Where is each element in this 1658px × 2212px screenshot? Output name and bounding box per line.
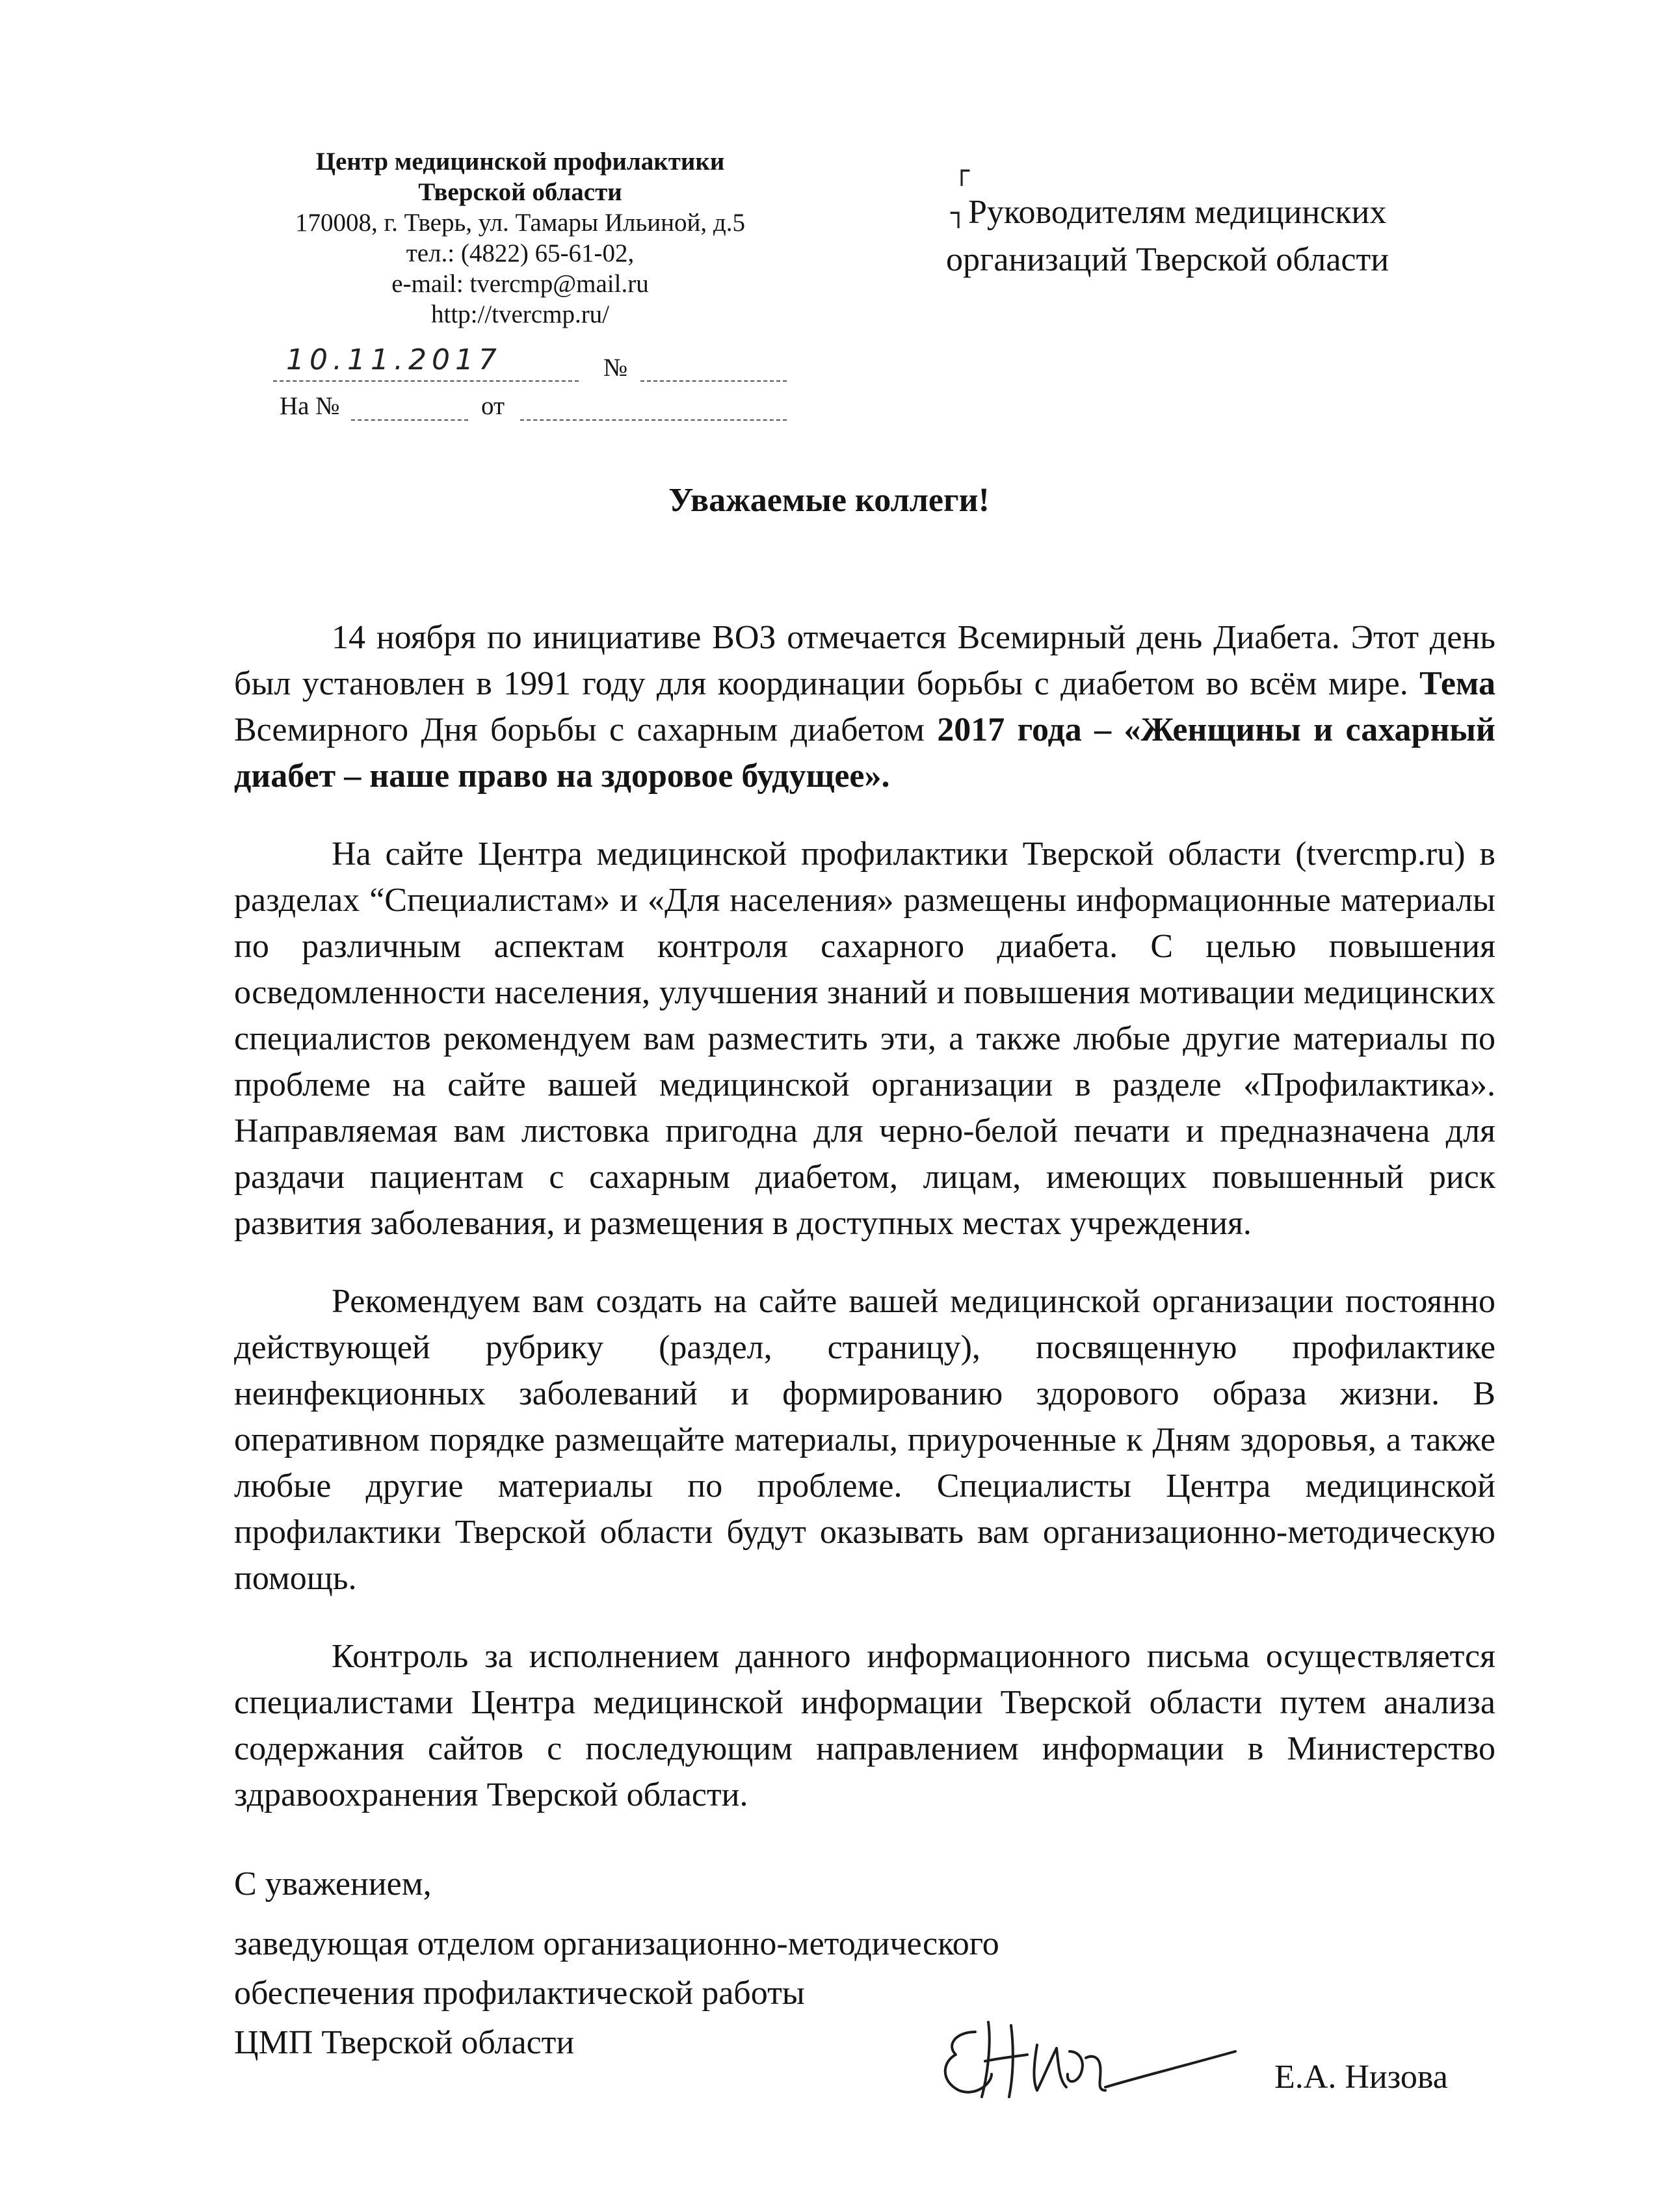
signer-name: Е.А. Низова — [1274, 2059, 1448, 2096]
paragraph-2: На сайте Центра медицинской профилактики Тверской области (tvercmp.ru) в разделах “Специалистам» и «Для населения» размещены информационные материалы по различным аспектам контроля сахарного диабета. С целью повышения осведомленности населения, улучшения знаний и повышения мотивации медицинских специалистов рекомендуем вам разместить эти, а также любые другие материалы по проблеме на сайте вашей медицинской организации в разделе «Профилактика». Направляемая вам листовка пригодна для черно-белой печати и предназначена для раздачи пациентам с сахарным диабетом, лицам, имеющих повышенный риск развития заболевания, и размещения в доступных местах учреждения. — [234, 836, 1495, 1242]
paragraph-3: Рекомендуем вам создать на сайте вашей медицинской организации постоянно действующей рубрику (раздел, страницу), посвященную профилактике неинфекционных заболеваний и формированию здорового образа жизни. В оперативном порядке размещайте материалы, приуроченные к Дням здоровья, а также любые другие материалы по проблеме. Специалисты Центра медицинской профилактики Тверской области будут оказывать вам организационно-методическую помощь. — [234, 1283, 1495, 1597]
number-underline — [640, 380, 787, 382]
letter-body — [234, 614, 1495, 1818]
addressee-line2: организаций Тверской области — [946, 241, 1389, 278]
number-label: № — [603, 354, 628, 382]
paragraph-1-text-a: 14 ноября по инициативе ВОЗ отмечается Всемирный день Диабета. Этот день был установлен в 1991 году для координации борьбы с диабетом во всём мире. — [234, 619, 1495, 702]
sender-email: e-mail: tvercmp@mail.ru — [391, 270, 649, 298]
reference-from-underline — [520, 419, 787, 421]
handwritten-signature — [930, 2006, 1268, 2120]
closing-position-line1: заведующая отделом организационно-методического — [234, 1925, 999, 1962]
corner-mark-top: ┌ — [954, 156, 970, 186]
sender-phone: тел.: (4822) 65-61-02, — [406, 239, 635, 267]
handwritten-date: 10.11.2017 — [286, 343, 502, 376]
paragraph-1-theme-title: 2017 года – «Женщины и сахарный диабет – наше право на здоровое будущее». — [234, 711, 1495, 795]
addressee-line1: Руководителям медицинских — [968, 194, 1387, 231]
sender-org-line1: Центр медицинской профилактики — [315, 148, 725, 176]
reference-from-label: от — [481, 392, 505, 420]
paragraph-1-theme-word: Тема — [1419, 665, 1495, 702]
sender-org-line2: Тверской области — [418, 178, 622, 206]
closing-regards: С уважением, — [234, 1865, 432, 1903]
sender-website: http://tvercmp.ru/ — [430, 300, 610, 328]
corner-mark-bottom: ┐ — [951, 198, 967, 228]
closing-position-line3: ЦМП Тверской области — [234, 2024, 575, 2061]
closing-position-line2: обеспечения профилактической работы — [234, 1975, 805, 2012]
reference-underline — [351, 419, 468, 421]
paragraph-1-text-c: Всемирного Дня борьбы с сахарным диабетом — [234, 711, 938, 748]
salutation: Уважаемые коллеги! — [668, 482, 990, 519]
date-underline — [273, 380, 579, 382]
paragraph-4: Контроль за исполнением данного информационного письма осуществляется специалистами Центра медицинской информации Тверской области путем анализа содержания сайтов с последующим направлением информации в Министерство здравоохранения Тверской области. — [234, 1638, 1495, 1813]
sender-address: 170008, г. Тверь, ул. Тамары Ильиной, д.5 — [295, 209, 745, 237]
sender-block — [247, 146, 793, 330]
reference-label: На № — [280, 392, 340, 420]
paragraph-1 — [234, 614, 1495, 799]
addressee-block — [946, 189, 1389, 283]
closing-block — [234, 1860, 999, 2068]
